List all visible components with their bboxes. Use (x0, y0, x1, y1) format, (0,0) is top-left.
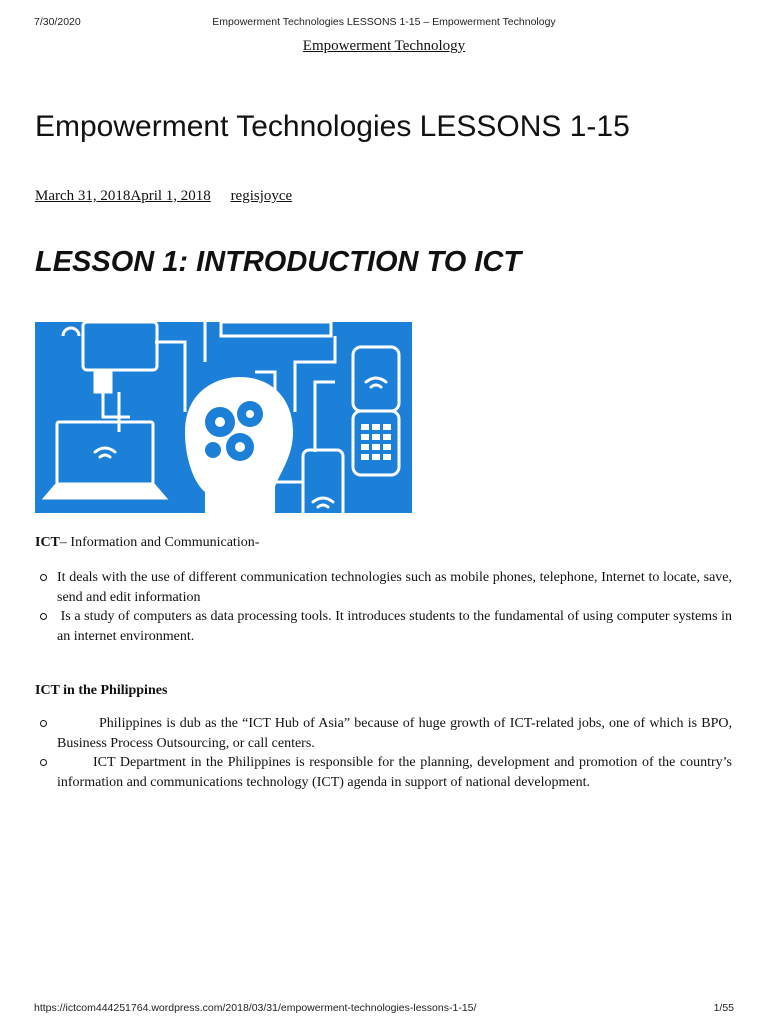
ph-points-list (35, 714, 732, 792)
post-date-link[interactable]: March 31, 2018April 1, 2018 (35, 188, 211, 204)
author-link[interactable]: regisjoyce (230, 188, 293, 204)
list-item (35, 753, 732, 792)
ict-definition-text: – Information and Communication- (59, 535, 260, 550)
list-item: It deals with the use of different communication technologies such as mobile phones, telephone, Internet to locate, save, send and edit information (35, 568, 732, 607)
site-name-link[interactable]: Empowerment Technology (302, 38, 466, 54)
ict-points-list (35, 568, 732, 646)
print-header (34, 16, 734, 30)
ict-definition (35, 533, 732, 553)
ict-illustration (35, 322, 412, 513)
print-footer (34, 1002, 734, 1016)
print-title: Empowerment Technologies LESSONS 1-15 – Empowerment Technology (212, 16, 556, 28)
list-item-text: ICT Department in the Philippines is responsible for the planning, development and promotion of the country’s information and communications technology (ICT) agenda in support of national development. (57, 755, 732, 790)
page-url: https://ictcom444251764.wordpress.com/2018/03/31/empowerment-technologies-lessons-1-15/ (34, 1002, 477, 1014)
list-item-text: Philippines is dub as the “ICT Hub of Asia” because of huge growth of ICT-related jobs, one of which is BPO, Business Process Outsourcing, or call centers. (57, 716, 732, 751)
post-meta (35, 188, 292, 205)
lesson-heading: LESSON 1: INTRODUCTION TO ICT (35, 246, 522, 278)
ict-term: ICT (35, 535, 60, 550)
post-title: Empowerment Technologies LESSONS 1-15 (35, 110, 630, 143)
ph-heading: ICT in the Philippines (35, 683, 168, 698)
page-number: 1/55 (713, 1002, 734, 1014)
list-item (35, 714, 732, 753)
print-date: 7/30/2020 (34, 16, 81, 28)
list-item (35, 607, 732, 646)
list-item-text: Is a study of computers as data processing tools. It introduces students to the fundamental of using computer systems in an internet environment. (57, 609, 733, 644)
